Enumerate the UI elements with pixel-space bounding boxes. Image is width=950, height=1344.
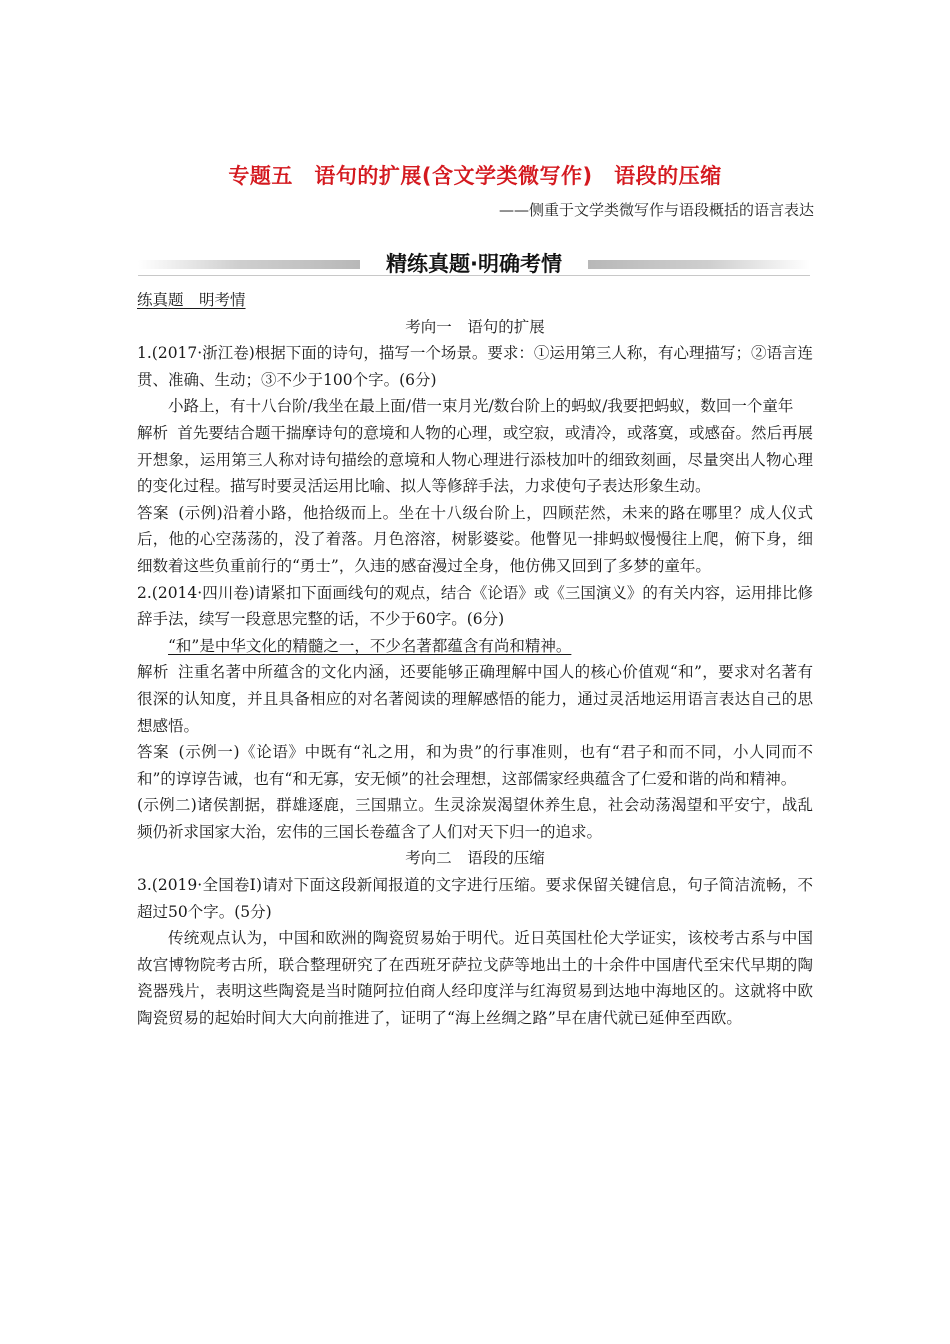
banner-bar-left [138, 260, 360, 269]
page-title: 专题五 语句的扩展(含文学类微写作) 语段的压缩 [228, 164, 722, 188]
section-banner [138, 244, 810, 284]
content-body [137, 287, 813, 1032]
analysis-label: 解析 [137, 423, 169, 442]
question-1-prompt: 1.(2017·浙江卷)根据下面的诗句，描写一个场景。要求：①运用第三人称，有心理描写；②语言连贯、准确、生动；③不少于100个字。(6分) [137, 344, 813, 389]
question-2-analysis [137, 659, 813, 739]
answer-label: 答案 [137, 743, 170, 762]
analysis-label: 解析 [137, 663, 169, 682]
question-1-answer [137, 500, 813, 580]
page-subtitle: ——侧重于文学类微写作与语段概括的语言表达 [498, 201, 814, 219]
analysis-text: 首先要结合题干揣摩诗句的意境和人物的心理，或空寂，或清冷，或落寞，或感奋。然后再展开想象，运用第三人称对诗句描绘的意境和人物心理进行添枝加叶的细致刻画，尽量突出人物心理的变化过程。描写时要灵活运用比喻、拟人等修辞手法，力求使句子表达形象生动。 [137, 423, 813, 496]
question-1-analysis [137, 420, 813, 500]
question-2-underlined [137, 633, 813, 660]
answer-text: (示例)沿着小路，他拾级而上。坐在十八级台阶上，四顾茫然，未来的路在哪里？成人仪式后，他的心空荡荡的，没了着落。月色溶溶，树影婆娑。他瞥见一排蚂蚁慢慢往上爬，俯下身，细细数着这些负重前行的“勇士”，久违的感奋漫过全身，他仿佛又回到了多梦的童年。 [137, 503, 813, 575]
question-2-answer [137, 739, 813, 792]
underlined-sentence: “和”是中华文化的精髓之一，不少名著都蕴含有尚和精神。 [168, 636, 572, 655]
question-3-prompt: 3.(2019·全国卷Ⅰ)请对下面这段新闻报道的文字进行压缩。要求保留关键信息，句子简洁流畅，不超过50个字。(5分) [137, 876, 813, 921]
direction-heading-1: 考向一 语句的扩展 [405, 317, 545, 336]
question-2-prompt: 2.(2014·四川卷)请紧扣下面画线句的观点，结合《论语》或《三国演义》的有关内容，运用排比修辞手法，续写一段意思完整的话，不少于60字。(6分) [137, 583, 813, 629]
direction-heading-2: 考向二 语段的压缩 [405, 849, 545, 868]
question-1-poem: 小路上，有十八台阶/我坐在最上面/借一束月光/数台阶上的蚂蚁/我要把蚂蚁，数回一个童年 [168, 397, 794, 416]
section-label-text: 练真题 明考情 [137, 291, 246, 309]
answer-text: (示例一)《论语》中既有“礼之用，和为贵”的行事准则，也有“君子和而不同，小人同而不和”的谆谆告诫，也有“和无寡，安无倾”的社会理想，这部儒家经典蕴含了仁爱和谐的尚和精神。 [137, 743, 813, 788]
banner-title: 精练真题·明确考情 [386, 252, 562, 276]
answer-label: 答案 [137, 503, 169, 522]
section-label [137, 287, 813, 314]
question-3-passage: 传统观点认为，中国和欧洲的陶瓷贸易始于明代。近日英国杜伦大学证实，该校考古系与中国故宫博物院考古所，联合整理研究了在西班牙萨拉戈萨等地出土的十余件中国唐代至宋代早期的陶瓷器残片，表明这些陶瓷是当时随阿拉伯商人经印度洋与红海贸易到达地中海地区的。这就将中欧陶瓷贸易的起始时间大大向前推进了，证明了“海上丝绸之路”早在唐代就已延伸至西欧。 [137, 929, 813, 1028]
analysis-text: 注重名著中所蕴含的文化内涵，还要能够正确理解中国人的核心价值观“和”，要求对名著有很深的认知度，并且具备相应的对名著阅读的理解感悟的能力，通过灵活地运用语言表达自己的思想感悟。 [137, 663, 813, 735]
question-2-answer-example-2: (示例二)诸侯割据，群雄逐鹿，三国鼎立。生灵涂炭渴望休养生息，社会动荡渴望和平安宁，战乱频仍祈求国家大治，宏伟的三国长卷蕴含了人们对天下归一的追求。 [137, 796, 813, 841]
banner-bar-right [588, 260, 810, 269]
